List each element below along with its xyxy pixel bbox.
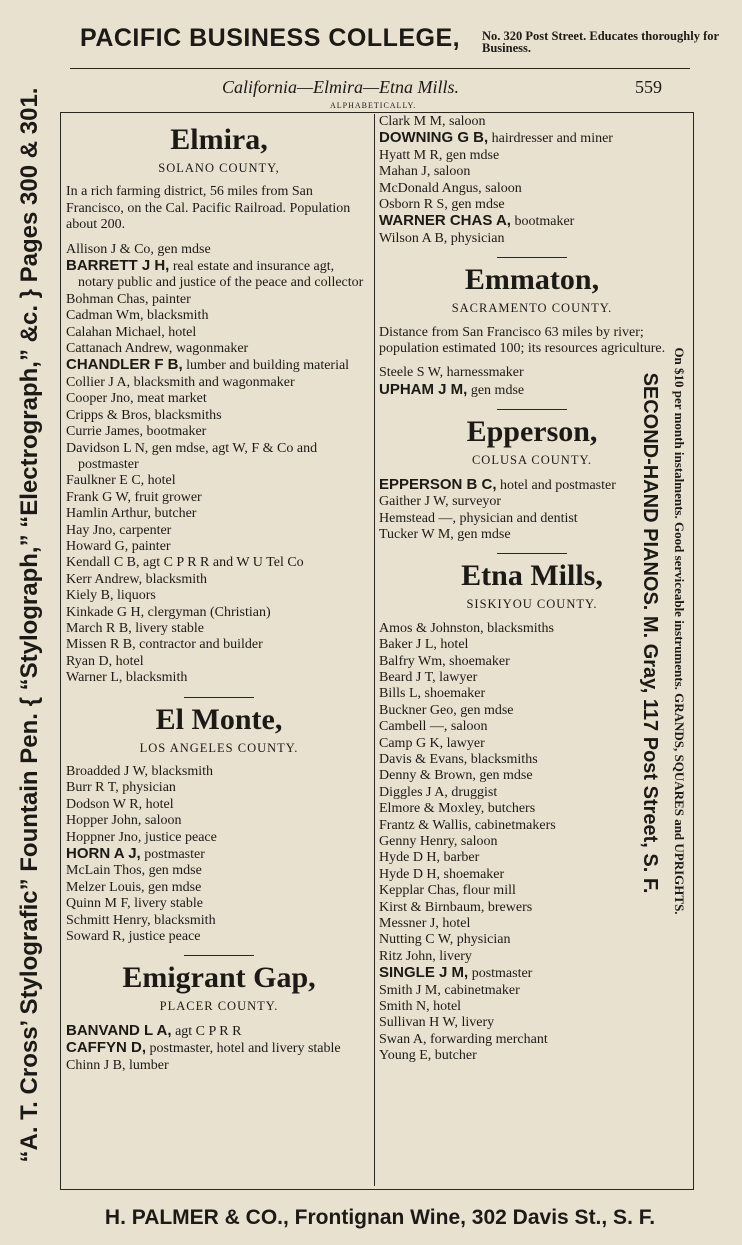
- entry-text: Wilson A B, physician: [379, 230, 505, 246]
- top-advertisement: [70, 18, 719, 69]
- directory-entry: [66, 654, 372, 670]
- place-heading-emigrant-gap: Emigrant Gap,: [122, 961, 316, 995]
- running-head: [222, 77, 662, 98]
- entry-text: Genny Henry, saloon: [379, 834, 498, 849]
- entries-el-monte: [66, 764, 372, 945]
- entry-text: Smith J M, cabinetmaker: [379, 982, 520, 998]
- directory-entry: [66, 670, 372, 686]
- directory-entry: [379, 511, 685, 527]
- entry-text: Hyde D H, shoemaker: [379, 866, 505, 882]
- directory-entry: [379, 637, 685, 653]
- entries-emmaton: [379, 365, 685, 399]
- section-divider: [497, 409, 567, 410]
- place-heading-etna-mills: Etna Mills,: [461, 559, 603, 593]
- entry-text: Young E, butcher: [379, 1048, 477, 1064]
- county-el-monte: LOS ANGELES COUNTY.: [139, 740, 299, 755]
- entry-text: lumber and building material: [182, 358, 350, 374]
- entry-text: Cadman Wm, blacksmith: [66, 308, 209, 324]
- entry-bold-name: EPPERSON B C,: [379, 475, 497, 493]
- directory-entry: [379, 231, 685, 247]
- top-ad-detail: No. 320 Post Street. Educates thoroughly for Business.: [482, 29, 719, 55]
- directory-entry: [379, 213, 685, 230]
- entry-text: Hyde D H, barber: [379, 850, 480, 866]
- directory-entry: [379, 867, 685, 883]
- entry-text: Currie James, bootmaker: [66, 424, 207, 440]
- directory-entry: [379, 621, 685, 637]
- county-elmira: SOLANO COUNTY,: [158, 161, 280, 175]
- entry-text: Camp G K, lawyer: [379, 735, 485, 751]
- directory-entry: [379, 999, 685, 1015]
- entry-text: Ritz John, livery: [379, 948, 472, 964]
- entry-text: Burr R T, physician: [66, 780, 176, 796]
- directory-entry: [379, 181, 685, 197]
- entry-text: agt C P R R: [171, 1023, 242, 1039]
- directory-entry: [66, 813, 372, 829]
- entry-text: Hoppner Jno, justice peace: [66, 829, 217, 845]
- directory-entry: [379, 768, 685, 784]
- entry-text: Hay Jno, carpenter: [66, 522, 172, 538]
- entry-text: real estate and insurance agt, notary public and justice of the peace and collector: [78, 259, 364, 291]
- entry-bold-name: WARNER CHAS A,: [379, 212, 511, 230]
- directory-entry: [379, 801, 685, 817]
- section-divider: [184, 955, 254, 956]
- entry-text: Cambell —, saloon: [379, 719, 488, 735]
- directory-entry: [66, 896, 372, 912]
- entry-text: Gaither J W, surveyor: [379, 494, 502, 510]
- entry-bold-name: CAFFYN D,: [66, 1039, 146, 1057]
- entry-text: Hemstead —, physician and dentist: [379, 510, 578, 526]
- directory-entry: [66, 1040, 372, 1057]
- entry-text: postmaster, hotel and livery stable: [146, 1041, 341, 1057]
- directory-entry: [66, 523, 372, 539]
- directory-entry: [66, 1023, 372, 1040]
- entry-text: hotel and postmaster: [496, 477, 616, 493]
- entry-bold-name: UPHAM J M,: [379, 380, 468, 398]
- place-heading-emmaton: Emmaton,: [464, 263, 600, 297]
- directory-entry: [379, 703, 685, 719]
- directory-entry: [66, 506, 372, 522]
- directory-entry: [379, 382, 685, 399]
- directory-entry: [379, 197, 685, 213]
- directory-entry: [379, 686, 685, 702]
- entries-emigrant-gap: [66, 1023, 372, 1074]
- entry-text: postmaster: [468, 966, 533, 982]
- directory-entry: [66, 797, 372, 813]
- directory-entry: [379, 932, 685, 948]
- entry-text: Davis & Evans, blacksmiths: [379, 751, 538, 767]
- directory-entry: [66, 880, 372, 896]
- directory-entry: [66, 375, 372, 391]
- directory-entry: [66, 341, 372, 357]
- entry-text: Osborn R S, gen mdse: [379, 197, 505, 213]
- directory-entry: [379, 1032, 685, 1048]
- entry-text: Kirst & Birnbaum, brewers: [379, 899, 533, 915]
- entry-text: Kerr Andrew, blacksmith: [66, 571, 207, 587]
- directory-entry: [379, 883, 685, 899]
- entry-text: Collier J A, blacksmith and wagonmaker: [66, 374, 295, 390]
- entry-text: Kinkade G H, clergyman (Christian): [66, 604, 271, 620]
- entry-text: Buckner Geo, gen mdse: [379, 702, 514, 718]
- entry-text: Frantz & Wallis, cabinetmakers: [379, 817, 556, 833]
- directory-entry: [379, 983, 685, 999]
- entry-text: Beard J T, lawyer: [379, 669, 478, 685]
- place-heading-epperson: Epperson,: [466, 415, 598, 449]
- directory-entry: [379, 785, 685, 801]
- directory-entry: [66, 292, 372, 308]
- right-margin-ad-detail: On $10 per month instalments. Good serviceable instruments. GRANDS, SQUARES and UPRIGHTS.: [672, 347, 687, 915]
- entry-text: Steele S W, harnessmaker: [379, 365, 524, 381]
- directory-entry: [66, 863, 372, 879]
- entry-text: Cattanach Andrew, wagonmaker: [66, 341, 249, 357]
- entry-text: Melzer Louis, gen mdse: [66, 879, 202, 895]
- entry-text: Kiely B, liquors: [66, 588, 156, 604]
- entry-text: Schmitt Henry, blacksmith: [66, 912, 216, 928]
- entry-text: Soward R, justice peace: [66, 929, 201, 945]
- entry-text: Warner L, blacksmith: [66, 670, 188, 686]
- entry-bold-name: BANVAND L A,: [66, 1021, 172, 1039]
- entry-text: McLain Thos, gen mdse: [66, 863, 202, 879]
- entry-text: Elmore & Moxley, butchers: [379, 801, 536, 817]
- entry-text: Dodson W R, hotel: [66, 796, 174, 812]
- entry-text: Tucker W M, gen mdse: [379, 526, 511, 542]
- directory-entry: [379, 670, 685, 686]
- directory-entry: [66, 621, 372, 637]
- directory-entry: [66, 473, 372, 489]
- directory-entry: [379, 365, 685, 381]
- bottom-advertisement: H. PALMER & CO., Frontignan Wine, 302 Davis St., S. F.: [104, 1206, 656, 1229]
- right-margin-advertisement: SECOND-HAND PIANOS. M. Gray, 117 Post Street, S. F.: [639, 372, 661, 894]
- entries-etna-mills: [379, 621, 685, 1065]
- entry-text: Missen R B, contractor and builder: [66, 637, 263, 653]
- place-heading-elmira: Elmira,: [170, 123, 268, 156]
- entry-text: Cooper Jno, meat market: [66, 391, 207, 407]
- directory-entry: [66, 637, 372, 653]
- entry-text: Mahan J, saloon: [379, 164, 471, 180]
- directory-entry: [66, 357, 372, 374]
- directory-entry: [66, 539, 372, 555]
- entry-text: Baker J L, hotel: [379, 637, 469, 653]
- entry-text: March R B, livery stable: [66, 620, 205, 636]
- directory-entry: [379, 916, 685, 932]
- directory-entry: [379, 752, 685, 768]
- county-emigrant-gap: PLACER COUNTY.: [159, 999, 279, 1014]
- directory-entry: [66, 258, 372, 292]
- entry-text: Sullivan H W, livery: [379, 1015, 495, 1031]
- entry-bold-name: DOWNING G B,: [379, 129, 489, 147]
- page-number: 559: [635, 77, 662, 97]
- entry-text: Kendall C B, agt C P R R and W U Tel Co: [66, 555, 304, 571]
- entry-text: Bohman Chas, painter: [66, 291, 191, 307]
- section-divider: [184, 697, 254, 698]
- left-margin-advertisement: “A. T. Cross’ Stylografic” Fountain Pen. { “Stylograph,” “Electrograph,” &c. } Pages 300 & 301.: [16, 87, 43, 1163]
- directory-entry: [66, 242, 372, 258]
- county-etna-mills: SISKIYOU COUNTY.: [466, 597, 598, 612]
- entry-text: Kepplar Chas, flour mill: [379, 883, 516, 899]
- entry-text: hairdresser and miner: [488, 131, 613, 147]
- entry-text: Diggles J A, druggist: [379, 784, 498, 800]
- entry-text: Nutting C W, physician: [379, 932, 511, 948]
- directory-entry: [379, 900, 685, 916]
- entry-text: McDonald Angus, saloon: [379, 180, 522, 196]
- left-column: [66, 118, 372, 1074]
- directory-entry: [379, 527, 685, 543]
- entry-text: Howard G, painter: [66, 538, 171, 554]
- directory-entry: [379, 1015, 685, 1031]
- entries-elmira-continued: [379, 114, 685, 247]
- directory-entry: [379, 850, 685, 866]
- directory-entry: [66, 830, 372, 846]
- directory-entry: [379, 818, 685, 834]
- entry-text: gen mdse: [467, 382, 525, 398]
- directory-entry: [66, 555, 372, 571]
- directory-entry: [66, 441, 372, 474]
- entry-bold-name: CHANDLER F B,: [66, 356, 183, 374]
- directory-entry: [379, 736, 685, 752]
- directory-entry: [66, 913, 372, 929]
- entry-text: Hopper John, saloon: [66, 813, 182, 829]
- entry-text: Amos & Johnston, blacksmiths: [379, 620, 555, 636]
- county-emmaton: SACRAMENTO COUNTY.: [451, 301, 613, 316]
- entry-text: bootmaker: [510, 214, 575, 230]
- directory-entry: [379, 494, 685, 510]
- entry-text: Hamlin Arthur, butcher: [66, 506, 197, 522]
- directory-entry: [379, 477, 685, 494]
- entry-text: Denny & Brown, gen mdse: [379, 768, 533, 784]
- directory-entry: [379, 130, 685, 147]
- directory-entry: [66, 424, 372, 440]
- entry-text: Allison J & Co, gen mdse: [66, 241, 211, 257]
- entry-text: Balfry Wm, shoemaker: [379, 653, 510, 669]
- entry-text: Smith N, hotel: [379, 999, 462, 1015]
- section-divider: [497, 553, 567, 554]
- running-head-subtitle: ALPHABETICALLY.: [330, 101, 417, 110]
- directory-entry: [66, 588, 372, 604]
- county-epperson: COLUSA COUNTY.: [471, 453, 593, 468]
- directory-entry: [66, 605, 372, 621]
- entry-text: Ryan D, hotel: [66, 653, 144, 669]
- section-divider: [497, 257, 567, 258]
- directory-entry: [66, 1058, 372, 1074]
- directory-entry: [379, 949, 685, 965]
- directory-entry: [66, 490, 372, 506]
- entry-text: Chinn J B, lumber: [66, 1057, 169, 1073]
- directory-entry: [379, 114, 685, 130]
- entry-text: Bills L, shoemaker: [379, 686, 486, 702]
- directory-entry: [379, 719, 685, 735]
- entry-bold-name: HORN A J,: [66, 845, 141, 863]
- directory-entry: [66, 308, 372, 324]
- directory-entry: [379, 164, 685, 180]
- entry-text: Clark M M, saloon: [379, 114, 486, 129]
- directory-entry: [66, 408, 372, 424]
- directory-entry: [66, 325, 372, 341]
- directory-entry: [379, 965, 685, 982]
- directory-entry: [379, 148, 685, 164]
- entry-bold-name: BARRETT J H,: [66, 257, 170, 275]
- entry-text: Cripps & Bros, blacksmiths: [66, 407, 222, 423]
- entry-text: postmaster: [140, 847, 205, 863]
- entry-text: Calahan Michael, hotel: [66, 324, 197, 340]
- directory-entry: [66, 846, 372, 863]
- right-column: [374, 114, 685, 1186]
- entry-text: Broadded J W, blacksmith: [66, 764, 213, 779]
- entry-bold-name: SINGLE J M,: [379, 964, 469, 982]
- directory-entry: [66, 929, 372, 945]
- entry-text: Davidson L N, gen mdse, agt W, F & Co and postmaster: [66, 440, 318, 472]
- directory-entry: [379, 654, 685, 670]
- entry-text: Swan A, forwarding merchant: [379, 1031, 548, 1047]
- description-emmaton: Distance from San Francisco 63 miles by river; population estimated 100; its resources agriculture.: [379, 324, 666, 357]
- directory-entry: [379, 834, 685, 850]
- entries-elmira: [66, 242, 372, 687]
- entries-epperson: [379, 477, 685, 544]
- directory-entry: [66, 780, 372, 796]
- top-ad-headline: PACIFIC BUSINESS COLLEGE,: [80, 24, 461, 52]
- directory-entry: [66, 391, 372, 407]
- entry-text: Hyatt M R, gen mdse: [379, 147, 500, 163]
- directory-entry: [66, 572, 372, 588]
- entry-text: Messner J, hotel: [379, 916, 471, 932]
- entry-text: Quinn M F, livery stable: [66, 896, 203, 912]
- place-heading-el-monte: El Monte,: [155, 702, 283, 736]
- directory-entry: [66, 764, 372, 780]
- running-head-title: California—Elmira—Etna Mills.: [222, 77, 460, 97]
- entry-text: Frank G W, fruit grower: [66, 489, 202, 505]
- description-elmira: In a rich farming district, 56 miles from San Francisco, on the Cal. Pacific Railroad. Population about 200.: [66, 184, 351, 233]
- entry-text: Faulkner E C, hotel: [66, 473, 176, 489]
- directory-entry: [379, 1048, 685, 1064]
